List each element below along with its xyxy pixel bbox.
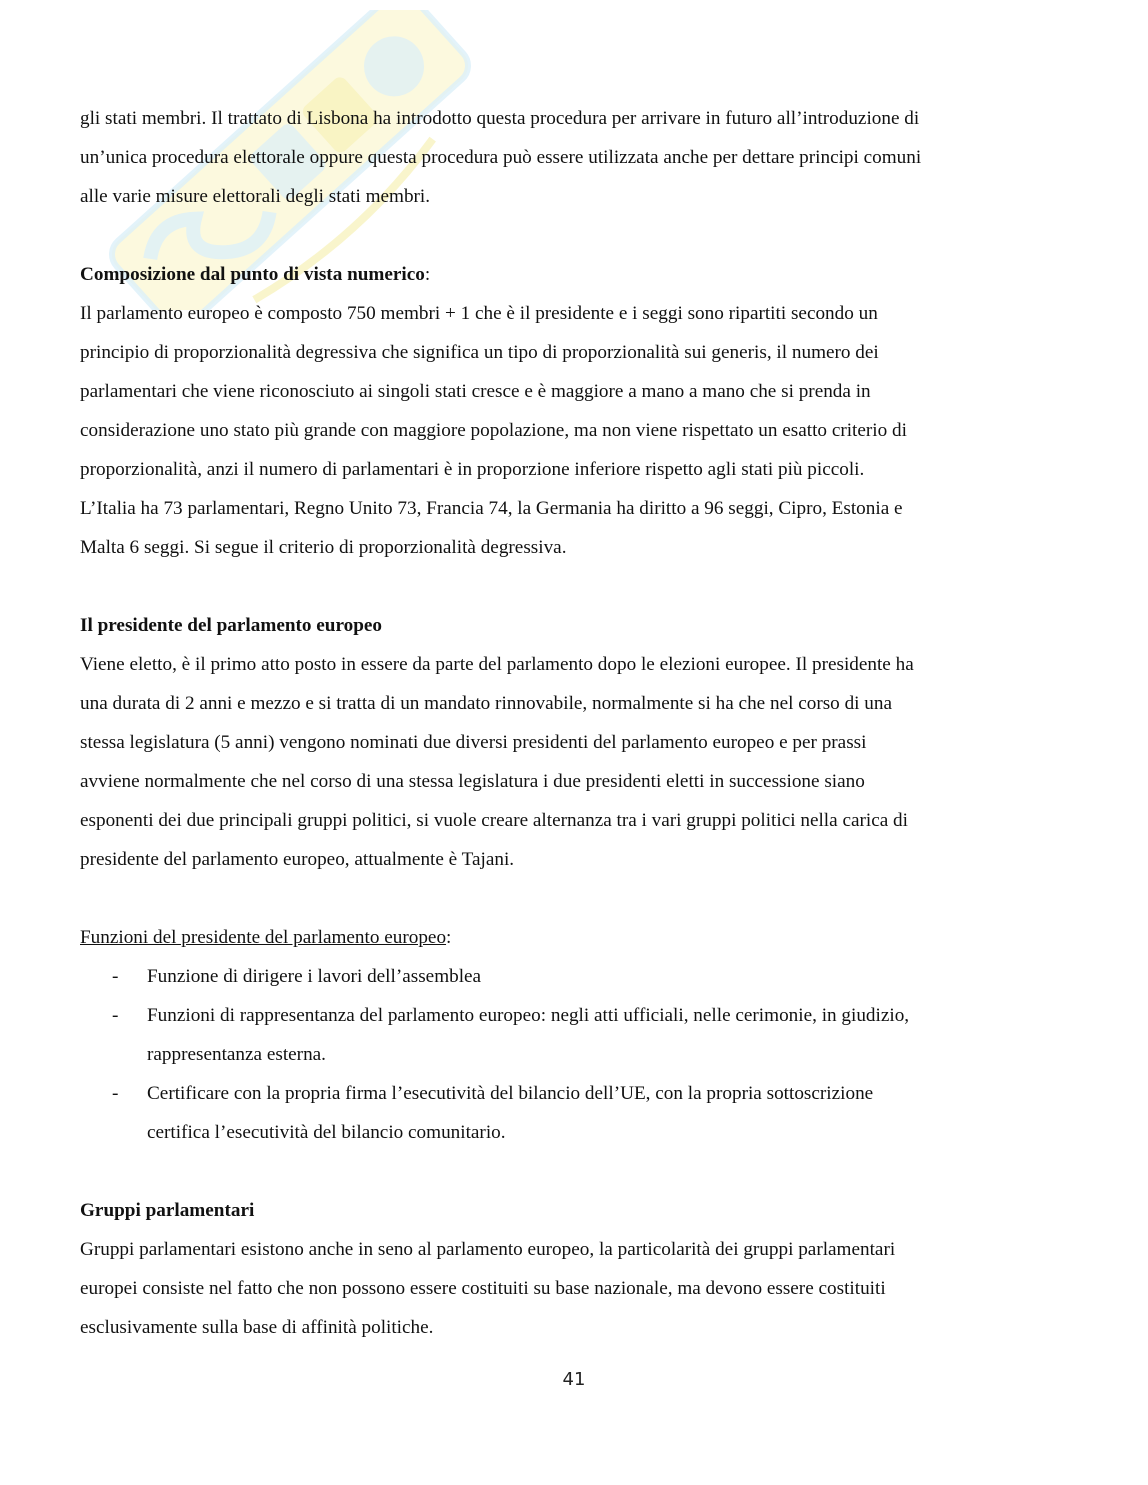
text-line: certifica l’esecutività del bilancio comunitario. bbox=[147, 1122, 506, 1143]
bullet-dash: - bbox=[112, 1083, 119, 1104]
intro-paragraph bbox=[80, 99, 1075, 216]
section-presidente bbox=[80, 606, 1075, 879]
text-line: Gruppi parlamentari esistono anche in seno al parlamento europeo, la particolarità dei gruppi parlamentari bbox=[80, 1239, 896, 1260]
text-line: rappresentanza esterna. bbox=[147, 1044, 326, 1065]
text-line: esponenti dei due principali gruppi politici, si vuole creare alternanza tra i vari gruppi politici nella carica di bbox=[80, 810, 908, 831]
text-line: presidente del parlamento europeo, attualmente è Tajani. bbox=[80, 849, 515, 870]
text-line: L’Italia ha 73 parlamentari, Regno Unito 73, Francia 74, la Germania ha diritto a 96 seggi, Cipro, Estonia e bbox=[80, 498, 903, 519]
text-line: esclusivamente sulla base di affinità politiche. bbox=[80, 1317, 434, 1338]
text-line: parlamentari che viene riconosciuto ai singoli stati cresce e è maggiore a mano a mano che si prenda in bbox=[80, 381, 871, 402]
heading-suffix: : bbox=[424, 264, 431, 285]
section-heading: Gruppi parlamentari bbox=[80, 1200, 255, 1221]
text-line: avviene normalmente che nel corso di una stessa legislatura i due presidenti eletti in successione siano bbox=[80, 771, 865, 792]
text-line: Funzione di dirigere i lavori dell’assemblea bbox=[147, 966, 482, 987]
text-line: Funzioni di rappresentanza del parlamento europeo: negli atti ufficiali, nelle cerimonie, in giudizio, bbox=[147, 1005, 910, 1026]
text-line: un’unica procedura elettorale oppure questa procedura può essere utilizzata anche per dettare principi comuni bbox=[80, 147, 922, 168]
list-item bbox=[80, 996, 1075, 1074]
document-page bbox=[80, 99, 1075, 1347]
text-line: Certificare con la propria firma l’esecutività del bilancio dell’UE, con la propria sottoscrizione bbox=[147, 1083, 874, 1104]
text-line: europei consiste nel fatto che non possono essere costituiti su base nazionale, ma devono essere costituiti bbox=[80, 1278, 886, 1299]
text-line: Malta 6 seggi. Si segue il criterio di proporzionalità degressiva. bbox=[80, 537, 567, 558]
bullet-dash: - bbox=[112, 966, 119, 987]
text-line: considerazione uno stato più grande con maggiore popolazione, ma non viene rispettato un esatto criterio di bbox=[80, 420, 907, 441]
section-heading: Il presidente del parlamento europeo bbox=[80, 615, 383, 636]
heading-text: Composizione dal punto di vista numerico bbox=[80, 264, 425, 285]
heading-suffix: : bbox=[446, 927, 452, 948]
list-item bbox=[80, 1074, 1075, 1152]
list-item bbox=[80, 957, 1075, 996]
section-funzioni bbox=[80, 918, 1075, 1152]
bullet-dash: - bbox=[112, 1005, 119, 1026]
text-line: una durata di 2 anni e mezzo e si tratta di un mandato rinnovabile, normalmente si ha che nel corso di una bbox=[80, 693, 893, 714]
text-line: Viene eletto, è il primo atto posto in essere da parte del parlamento dopo le elezioni europee. Il presidente ha bbox=[80, 654, 914, 675]
text-line: alle varie misure elettorali degli stati membri. bbox=[80, 186, 431, 207]
text-line: stessa legislatura (5 anni) vengono nominati due diversi presidenti del parlamento europeo e per prassi bbox=[80, 732, 867, 753]
text-line: gli stati membri. Il trattato di Lisbona ha introdotto questa procedura per arrivare in futuro all’introduzione di bbox=[80, 108, 920, 129]
section-heading bbox=[80, 918, 1075, 957]
text-line: proporzionalità, anzi il numero di parlamentari è in proporzione inferiore rispetto agli stati più piccoli. bbox=[80, 459, 865, 480]
text-line: Il parlamento europeo è composto 750 membri + 1 che è il presidente e i seggi sono ripartiti secondo un bbox=[80, 303, 878, 324]
section-heading bbox=[80, 255, 1075, 294]
section-gruppi bbox=[80, 1191, 1075, 1347]
bullet-list bbox=[80, 957, 1075, 1152]
page-number: 41 bbox=[562, 1369, 586, 1390]
heading-text: Funzioni del presidente del parlamento europeo bbox=[80, 927, 447, 948]
text-line: principio di proporzionalità degressiva che significa un tipo di proporzionalità sui generis, il numero dei bbox=[80, 342, 879, 363]
section-composizione bbox=[80, 255, 1075, 567]
